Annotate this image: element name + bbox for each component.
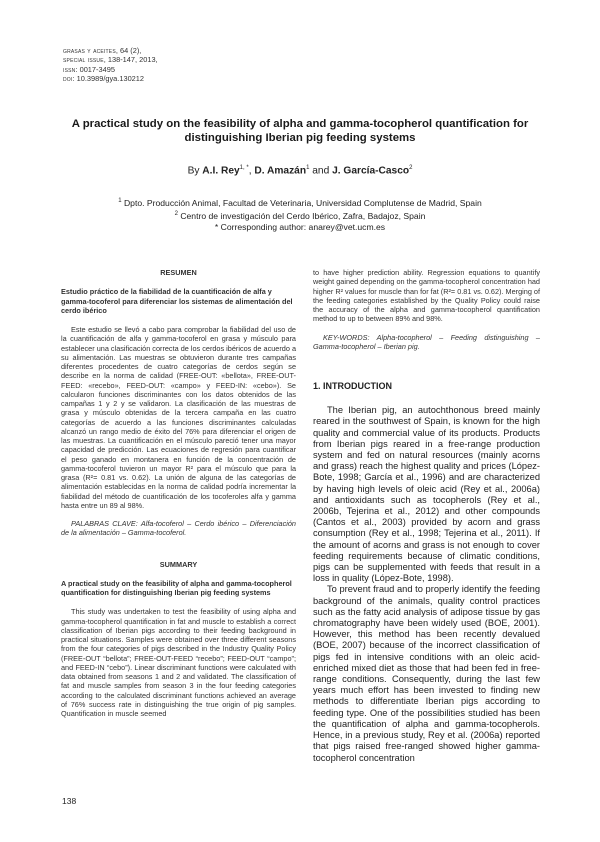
author-garcia-casco: J. García-Casco [332,165,410,177]
corresponding-author: * Corresponding author: anarey@vet.ucm.es [214,222,386,233]
introduction-section [313,381,540,764]
affil-1: Dpto. Producción Animal, Facultad de Veterinaria, Universidad Complutense de Madrid, Spain [121,197,482,208]
introduction-heading: 1. INTRODUCTION [313,381,393,391]
author-amazan: D. Amazán [254,165,307,177]
author-amazan-sup: 1 [306,165,310,171]
affil-1-sup: 1 [118,198,122,204]
page-number: 138 [62,796,77,806]
issue-pages: , 138-147, 2013, [103,55,158,65]
author-line [60,165,540,176]
author-rey-sup: 1, * [239,165,249,171]
journal-volume: , 64 (2), [115,46,142,55]
author-sep: , [248,165,255,177]
resumen-subtitle: Estudio práctico de la fiabilidad de la cuantificación de alfa y gamma-tocoferol para diferenciar los sistemas de alimentación del cerdo ibérico [61,287,293,315]
doi-label: doi [63,74,73,84]
journal-citation [63,46,158,84]
summary-body: This study was undertaken to test the feasibility of using alpha and gamma-tocopherol quantification in fat and muscle to establish a correct classification of Iberian pigs according to their feeding background in practical situations. Samples were obtained over three different seasons from the four categories of pigs described in the Industry Quality Policy (FREE-OUT “bellota”; FREE-OUT-FEED “recebo”; FEED-OUT “campo”; and FEED-IN “cebo”). Linear discriminant functions were calculated with data obtained from seasons 1 and 2 and validated. The classification of fat and muscle samples from season 3 in the four feeding categories according to the calculated discriminant functions achieved an average of 76% success rate in distinguishing the true origin of pig samples. Quantification in muscle seemed [61,607,296,718]
introduction-paragraph-1: The Iberian pig, an autochthonous breed mainly reared in the southwest of Spain, is known for the high quality and commercial value of its products. Products from Iberian pigs reared in a free-range production system and fed on natural resources (mainly acorns and grass) reach the highest quality and prices (López-Bote, 1998; García et al., 1996) and are characterized by having high levels of oleic acid (Rey et al., 2006a) and antioxidants such as tocopherols (Rey et al., 2006b, Tejerina et al., 2012) and other compounds (Cantos et al., 2003) provided by acorn and grass consumption (Rey et al., 1998; Tejerina et al., 2011). If the amount of acorns and grass is not enough to cover feeding requirements because of climatic conditions, pigs can be supplemented with feeds that result in a loss in quality (López-Bote, 1998). [313,405,540,584]
summary-subtitle: A practical study on the feasibility of alpha and gamma-tocopherol quantification for distinguishing Iberian pig feeding systems [61,578,292,597]
doi-value: : 10.3989/gya.130212 [72,74,145,84]
author-garcia-casco-sup: 2 [409,165,413,171]
issn-value: : 0017-3495 [75,64,115,74]
left-column [61,268,296,718]
author-rey: A.I. Rey [202,165,240,177]
by-label: By [187,165,203,177]
resumen-heading: RESUMEN [160,268,197,277]
affil-2: Centro de investigación del Cerdo Ibérico, Zafra, Badajoz, Spain [177,210,426,221]
author-sep: and [309,165,333,177]
summary-heading: SUMMARY [159,559,198,569]
journal-name: grasas y aceites [63,46,116,55]
affiliations [60,196,540,233]
issue-label: special issue [63,55,104,65]
right-column-top [313,268,540,351]
summary-keywords: KEY-WORDS: Alpha-tocopherol – Feeding distinguishing – Gamma-tocopherol – Iberian pig. [313,332,540,351]
resumen-body: Este estudio se llevó a cabo para comprobar la fiabilidad del uso de la cuantificación de alfa y gamma-tocoferol en grasa y músculo para establecer una clasificación correcta de los cerdos ibéricos de acuerdo a su alimentación. Las muestras se obtuvieron durante tres campañas diferentes procedentes de cuatro categorías de cerdos según se describe en la norma de calidad (FREE-OUT: «bellota», FREE-OUT-FEED: «recebo», FEED-OUT: «campo» y FEED-IN: «cebo»). Se calcularon funciones discriminantes con los datos obtenidos de las campañas 1 y 2 y se validaron. La clasificación de las muestras de grasa y músculo obtenidas de la tercera campaña en las cuatro categorías de acuerdo a las funciones discriminantes calculadas alcanzó un rango medio de éxito del 76% para diferenciar el origen de las muestras. La cuantificación en el músculo pareció tener una mayor capacidad de predicción. Las ecuaciones de regresión para cuantificar el peso ganado en montanera en función de la concentración de gamma-tocoferol tuvieron un mayor R² para el músculo que para la grasa (R²= 0.81 vs. 0.62). La unión de alguna de las categorías de alimentación establecidas en la norma de calidad podría incrementar la fiabilidad del método de cuantificación de los tocoferoles alfa y gamma hasta entre un 89 al 98%. [61,325,296,510]
affil-2-sup: 2 [174,211,178,218]
resumen-keywords: PALABRAS CLAVE: Alfa-tocoferol – Cerdo ibérico – Diferenciación de la alimentación – Gamma-tocoferol. [61,519,296,538]
issn-label: issn [63,64,76,74]
introduction-paragraph-2: To prevent fraud and to properly identify the feeding background of the animals, quality control practices such as the fatty acid analysis of adipose tissue by gas chromatography have been widely used (BOE, 2001). However, this method has been recently devalued (BOE, 2007) because of the incorrect classification of pigs fed in intensive conditions with an oleic acid-enriched mixed diet as those that had been fed in free-range conditions. Consequently, during the last few years much effort has been invested to finding new methods to differentiate Iberian pigs according to feeding type. One of the possibilities studied has been the quantification of alpha and gamma-tocopherols. Hence, in a previous study, Rey et al. (2006a) reported that pigs raised free-ranged showed higher gamma-tocopherol concentration [313,584,540,763]
summary-body-continued: to have higher prediction ability. Regression equations to quantify weight gained depending on the gamma-tocopherol concentration had higher R² values for muscle than for fat (R²= 0.81 vs. 0.62). Merging of the feeding categories established by the Quality Policy could raise the accuracy of the alpha and gamma-tocopherol quantification method to up to between 89% and 98%. [313,268,540,324]
paper-title: A practical study on the feasibility of alpha and gamma-tocopherol quantification for distinguishing Iberian pig feeding systems [71,118,529,144]
